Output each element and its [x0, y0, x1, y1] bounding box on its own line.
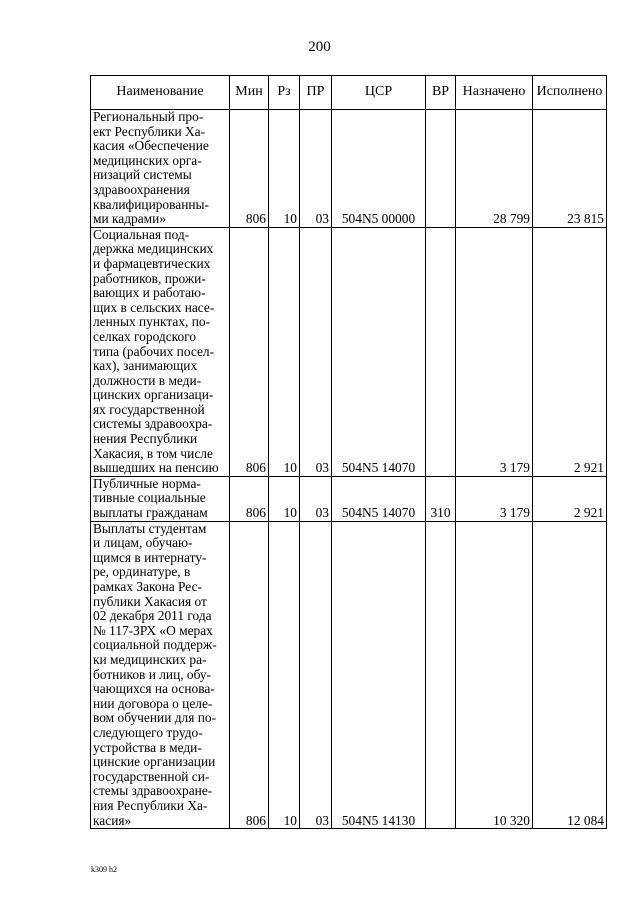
table-header-row: [91, 76, 607, 110]
budget-table: [90, 75, 607, 829]
row-assigned: 3 179: [456, 476, 533, 521]
row-assigned: 3 179: [456, 227, 533, 476]
row-vr: [426, 110, 456, 228]
row-name: Выплаты студентам и лицам, обучаю- щимся в интернату- ре, ординатуре, в рамках Закона Рес- публики Хакасия от 02 декабря 2011 года № 117-ЗРХ «О мерах социальной поддерж- ки медицинских ра- ботников и лиц, обу- чающихся на основа- нии договора о целе- вом обучении для по- следующего трудо- устройства в меди- цинские организации государственной си- стемы здравоохране- ния Республики Ха- касия»: [91, 521, 230, 828]
row-csr: 504N5 14130: [332, 521, 426, 828]
table-row: [91, 110, 607, 228]
row-csr: 504N5 14070: [332, 476, 426, 521]
row-name: Социальная под- держка медицинских и фармацевтических работников, прожи- вающих и работаю- щих в сельских насе- ленных пунктах, по- селках городского типа (рабочих посел- ках), занимающих должности в меди- цинских организаци- ях государственной системы здравоохра- нения Республики Хакасия, в том числе вышедших на пенсию: [91, 227, 230, 476]
col-header-min: Мин: [230, 76, 269, 110]
col-header-csr: ЦСР: [332, 76, 426, 110]
row-vr: [426, 227, 456, 476]
table-row: [91, 227, 607, 476]
col-header-pr: ПР: [300, 76, 332, 110]
row-min: 806: [230, 110, 269, 228]
row-min: 806: [230, 476, 269, 521]
col-header-vr: ВР: [426, 76, 456, 110]
col-header-name: Наименование: [91, 76, 230, 110]
row-csr: 504N5 00000: [332, 110, 426, 228]
row-assigned: 28 799: [456, 110, 533, 228]
row-pr: 03: [300, 227, 332, 476]
row-executed: 2 921: [533, 227, 607, 476]
row-name: Региональный про- ект Республики Ха- касия «Обеспечение медицинских орга- низаций системы здравоохранения квалифицированны- ми кадрами»: [91, 110, 230, 228]
document-code: k309 h2: [91, 865, 117, 874]
page-number: 200: [308, 39, 331, 55]
row-rz: 10: [269, 476, 300, 521]
row-executed: 2 921: [533, 476, 607, 521]
row-pr: 03: [300, 476, 332, 521]
table-row: [91, 476, 607, 521]
row-min: 806: [230, 521, 269, 828]
row-rz: 10: [269, 521, 300, 828]
row-assigned: 10 320: [456, 521, 533, 828]
row-executed: 12 084: [533, 521, 607, 828]
row-vr: [426, 521, 456, 828]
col-header-assigned: Назначено: [456, 76, 533, 110]
row-min: 806: [230, 227, 269, 476]
row-rz: 10: [269, 227, 300, 476]
row-pr: 03: [300, 521, 332, 828]
row-csr: 504N5 14070: [332, 227, 426, 476]
col-header-executed: Исполнено: [533, 76, 607, 110]
row-vr: 310: [426, 476, 456, 521]
row-name: Публичные норма- тивные социальные выплаты гражданам: [91, 476, 230, 521]
table-row: [91, 521, 607, 828]
row-executed: 23 815: [533, 110, 607, 228]
row-rz: 10: [269, 110, 300, 228]
row-pr: 03: [300, 110, 332, 228]
col-header-rz: Рз: [269, 76, 300, 110]
